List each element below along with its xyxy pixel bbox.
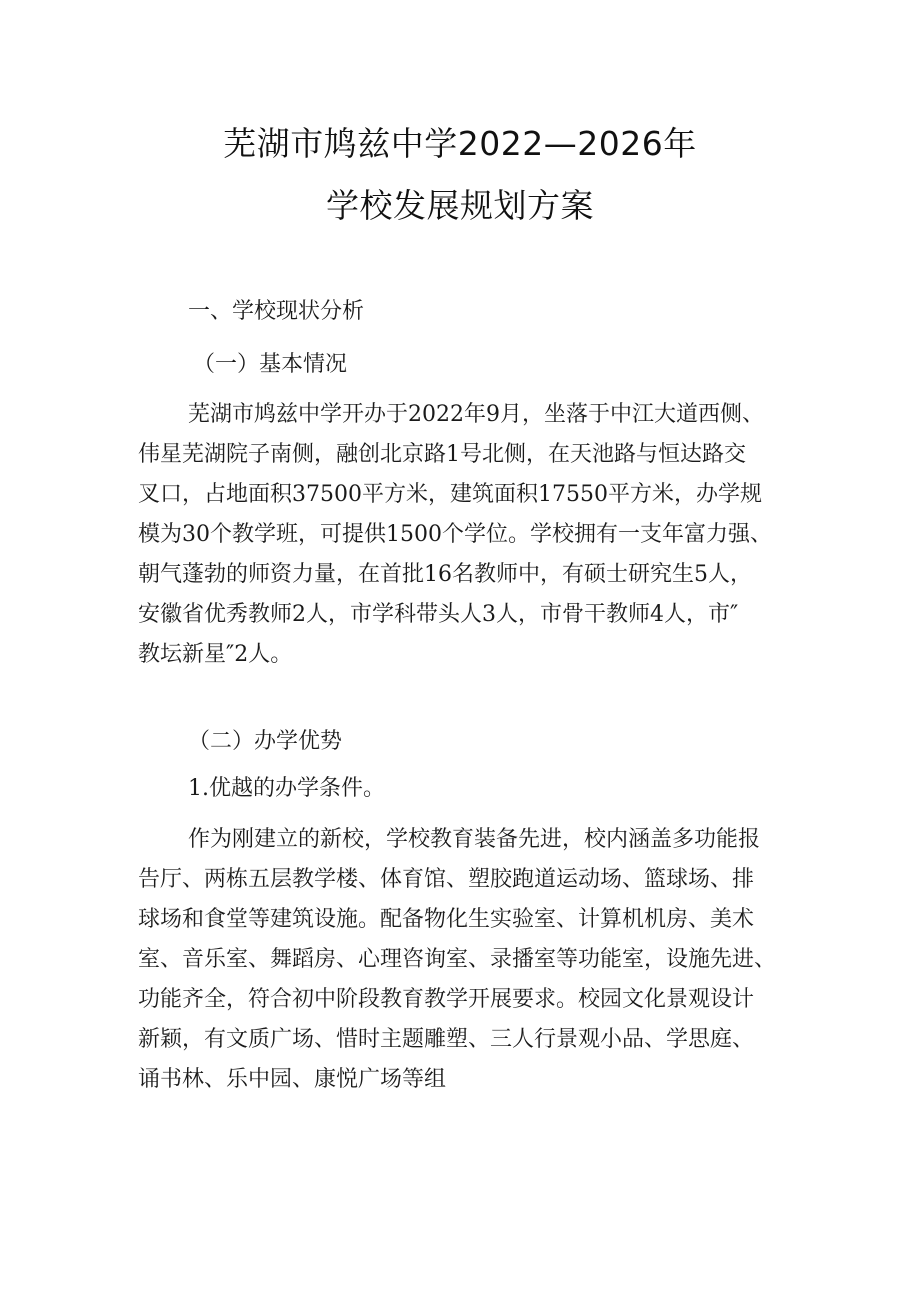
paragraph-facilities: [138, 820, 810, 1100]
paragraph-line: 安徽省优秀教师2人，市学科带头人3人，市骨干教师4人，市″: [138, 602, 739, 627]
paragraph-line: 告厅、两栋五层教学楼、体育馆、塑胶跑道运动场、篮球场、排: [138, 867, 755, 892]
paragraph-line: 伟星芜湖院子南侧，融创北京路1号北侧，在天池路与恒达路交: [138, 442, 746, 467]
paragraph-line: 芜湖市鸠兹中学开办于2022年9月，坐落于中江大道西侧、: [188, 402, 764, 427]
subsection-heading-basic-info: （一）基本情况: [193, 352, 348, 377]
paragraph-line: 功能齐全，符合初中阶段教育教学开展要求。校园文化景观设计: [138, 987, 755, 1012]
section-heading-status-analysis: 一、学校现状分析: [188, 299, 365, 324]
paragraph-line: 模为30个教学班，可提供1500个学位。学校拥有一支年富力强、: [138, 522, 772, 547]
paragraph-line: 教坛新星″2人。: [138, 642, 293, 667]
paragraph-line: 新颖，有文质广场、惜时主题雕塑、三人行景观小品、学思庭、: [138, 1027, 755, 1052]
paragraph-basic-info: [138, 395, 810, 675]
paragraph-line: 作为刚建立的新校，学校教育装备先进，校内涵盖多功能报: [188, 827, 761, 852]
paragraph-line: 叉口，占地面积37500平方米，建筑面积17550平方米，办学规: [138, 482, 762, 507]
paragraph-line: 球场和食堂等建筑设施。配备物化生实验室、计算机机房、美术: [138, 907, 755, 932]
point-heading-conditions: 1.优越的办学条件。: [188, 776, 385, 801]
document-title-line2: 学校发展规划方案: [326, 186, 594, 225]
paragraph-line: 诵书林、乐中园、康悦广场等组: [138, 1067, 447, 1092]
paragraph-line: 朝气蓬勃的师资力量，在首批16名教师中，有硕士研究生5人，: [138, 562, 752, 587]
subsection-heading-advantages: （二）办学优势: [188, 729, 343, 754]
document-title-line1: 芜湖市鸠兹中学2022—2026年: [223, 124, 697, 163]
paragraph-line: 室、音乐室、舞蹈房、心理咨询室、录播室等功能室，设施先进、: [138, 947, 777, 972]
